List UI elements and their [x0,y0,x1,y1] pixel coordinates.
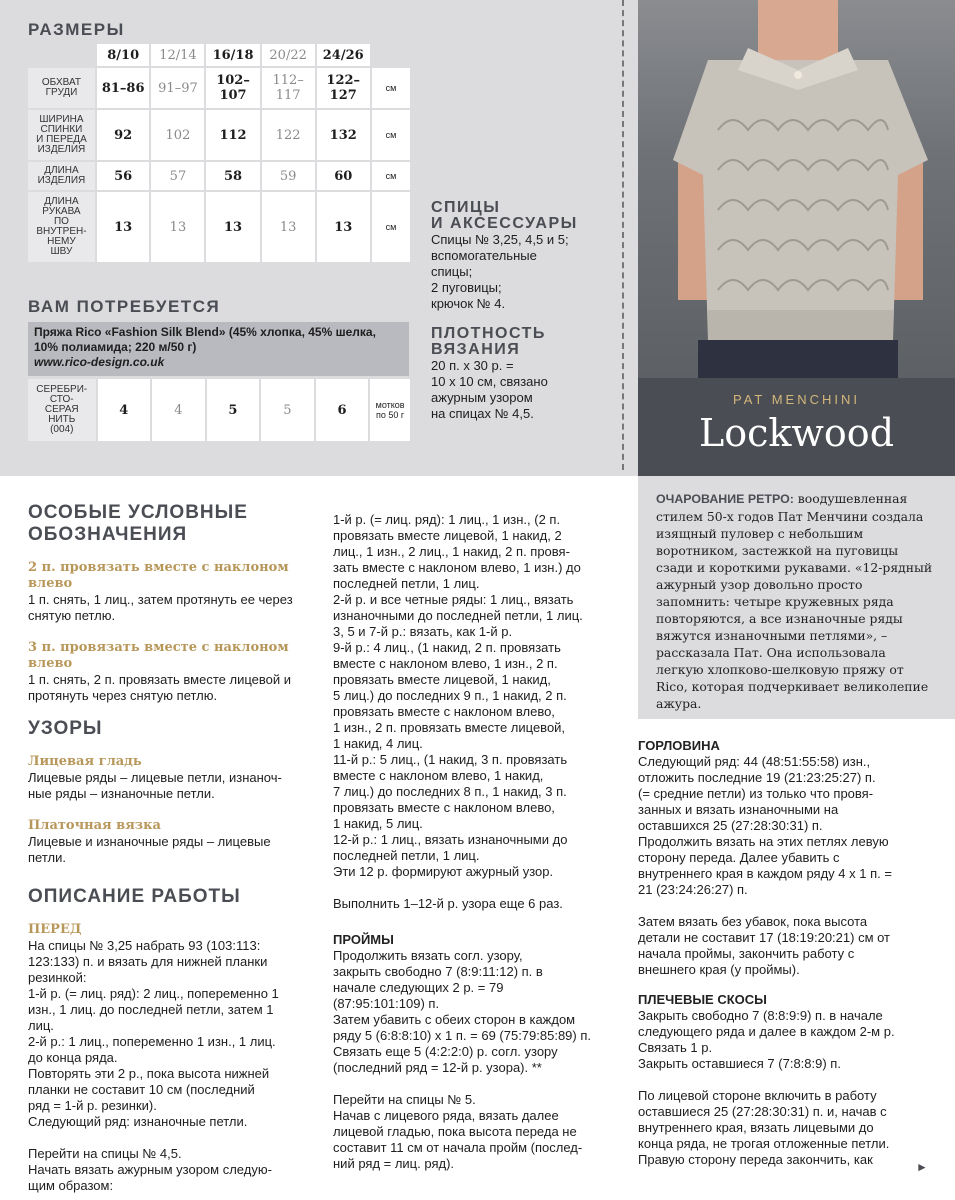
text-line: внутреннего края в каждом ряду 4 x 1 п. = [638,866,892,881]
cell: 92 [97,110,150,160]
yarn-line: 10% полиамида; 220 м/50 г) [34,340,197,354]
text-line: Перейти на спицы № 5. [333,1092,476,1107]
text-line: конца ряда, не трогая отложенные петли. [638,1136,890,1151]
cell: 5 [207,379,260,441]
table-row [28,110,410,160]
text-line: 3, 5 и 7-й р.: вязать, как 1-й р. [333,624,513,639]
text-line: составит 11 см от начала пройм (послед- [333,1140,583,1155]
cell: 13 [151,192,204,262]
text-line: Лицевые и изнаночные ряды – лицевые [28,834,271,849]
text-line: (87:95:101:109) п. [333,996,440,1011]
text-line: Закрыть свободно 7 (8:8:9:9) п. в начале [638,1008,883,1023]
yarn-line: Пряжа Rico «Fashion Silk Blend» (45% хлопка, 45% шелка, [34,325,376,339]
table-row [28,192,410,262]
column-1 [28,502,318,1194]
row-label: ОБХВАТ ГРУДИ [28,68,95,108]
text-line: провязать вместе с наклоном влево, [333,704,555,719]
text-line: лицевой гладью, пока высота переда не [333,1124,577,1139]
patterns-title: УЗОРЫ [28,718,103,739]
table-row [28,162,410,190]
text-line: Следующий ряд: 44 (48:51:55:58) изн., [638,754,871,769]
needles-line: вспомогательные [431,248,537,263]
text-line: вместе с наклоном влево, 1 накид, [333,768,544,783]
armhole-head: ПРОЙМЫ [333,932,394,947]
special-title: ОСОБЫЕ УСЛОВНЫЕ ОБОЗНАЧЕНИЯ [28,502,248,545]
gauge-title: ПЛОТНОСТЬ ВЯЗАНИЯ [431,325,546,358]
work-title: ОПИСАНИЕ РАБОТЫ [28,886,241,907]
text-line: ряду 5 (6:8:8:10) x 1 п. = 69 (75:79:85:89) п. [333,1028,592,1043]
cell: 57 [151,162,204,190]
lace-text [333,512,623,928]
cell: 102 [151,110,204,160]
neck-text [638,754,938,978]
row-label: ДЛИНА РУКАВА ПО ВНУТРЕН- НЕМУ ШВУ [28,192,95,262]
cell: 60 [317,162,370,190]
text-line: 1 изн., 2 п. провязать вместе лицевой, [333,720,566,735]
yarn-box [28,322,409,376]
sweater-illustration [638,0,955,378]
size-col: 16/18 [206,44,259,66]
cell: 13 [97,192,150,262]
yarn-site-link[interactable]: www.rico-design.co.uk [34,355,165,369]
gauge-line: на спицах № 4,5. [431,406,534,421]
cell: 56 [97,162,150,190]
shoulder-head: ПЛЕЧЕВЫЕ СКОСЫ [638,992,767,1007]
pattern-2-head: Платочная вязка [28,818,161,833]
text-line: На спицы № 3,25 набрать 93 (103:113: [28,938,261,953]
gauge-line: 20 п. x 30 р. = [431,358,514,373]
text-line [333,1076,623,1092]
size-col: 20/22 [262,44,315,66]
front-head: ПЕРЕД [28,922,82,937]
sweater-photo [638,0,955,378]
text-line: Продолжить вязать согл. узору, [333,948,523,963]
table-row [28,379,410,441]
column-3 [638,738,938,1168]
text-line: изнаночными до последней петли, 1 лиц. [333,608,583,623]
text-line [333,880,623,896]
front-text [28,938,318,1194]
special-1-head: 2 п. провязать вместе с наклоном влево [28,560,289,591]
unit-cell: см [372,68,410,108]
text-line: 1 накид, 5 лиц. [333,816,423,831]
text-line: зать вместе с наклоном влево, 1 изн.) до [333,560,581,575]
sizes-header-row [28,44,410,66]
cell: 122–127 [317,68,370,108]
text-line: 1 накид, 4 лиц. [333,736,423,751]
cell: 13 [206,192,259,262]
cell: 81–86 [97,68,150,108]
text-line: отложить последние 19 (21:23:25:27) п. [638,770,876,785]
gauge-line: 10 x 10 см, связано [431,374,548,389]
text-line: провязать вместе с наклоном влево, [333,800,555,815]
text-line: 1-й р. (= лиц. ряд): 2 лиц., попеременно 1 [28,986,279,1001]
text-line: Эти 12 р. формируют ажурный узор. [333,864,554,879]
text-line [638,1072,938,1088]
text-line: ные ряды – изнаночные петли. [28,786,215,801]
text-line: Следующий ряд: изнаночные петли. [28,1114,248,1129]
needles-line: крючок № 4. [431,296,506,311]
text-line: петли. [28,850,66,865]
unit-cell: мотков по 50 г [370,379,410,441]
cell: 6 [316,379,369,441]
column-2 [333,512,623,1172]
cell: 4 [98,379,151,441]
retro-lead: ОЧАРОВАНИЕ РЕТРО: [656,492,794,506]
text-line: последней петли, 1 лиц. [333,576,480,591]
text-line: 11-й р.: 5 лиц., (1 накид, 3 п. провязать [333,752,568,767]
text-line: Правую сторону переда закончить, как [638,1152,873,1167]
armhole-text [333,948,623,1172]
cell: 91–97 [151,68,204,108]
text-line: сторону переда. Далее убавить с [638,850,840,865]
text-line: внешнего края (у проймы). [638,962,800,977]
text-line: ний ряд = лиц. ряд). [333,1156,455,1171]
cell: 132 [317,110,370,160]
size-col: 12/14 [151,44,204,66]
text-line: резинкой: [28,970,87,985]
empty-corner [372,44,410,66]
text-line: лиц., 1 изн., 2 лиц., 1 накид, 2 п. провя- [333,544,570,559]
text-line: 1 п. снять, 2 п. провязать вместе лицевой и [28,672,292,687]
text-line: провязать вместе лицевой, 1 накид, [333,672,551,687]
text-line: (= средние петли) из только что провя- [638,786,874,801]
color-label: СЕРЕБРИ- СТО- СЕРАЯ НИТЬ (004) [28,379,96,441]
text-line: оставшихся 25 (27:28:30:31) п. [638,818,823,833]
gauge-line: ажурным узором [431,390,533,405]
text-line [28,1130,318,1146]
author-name: PAT MENCHINI [732,392,860,407]
text-line: По лицевой стороне включить в работу [638,1088,877,1103]
text-line: ряд = 1-й р. резинки). [28,1098,157,1113]
text-line: последней петли, 1 лиц. [333,848,480,863]
cell: 13 [262,192,315,262]
text-line: Начать вязать ажурным узором следую- [28,1162,272,1177]
stitch-divider [622,0,624,470]
text-line: провязать вместе лицевой, 1 накид, 2 [333,528,562,543]
text-line: 1-й р. (= лиц. ряд): 1 лиц., 1 изн., (2 п. [333,512,561,527]
empty-corner [28,44,95,66]
text-line: изн., 1 лиц. до последней петли, затем 1 [28,1002,274,1017]
cell: 112–117 [262,68,315,108]
text-line: Лицевые ряды – лицевые петли, изнаноч- [28,770,282,785]
text-line: внутреннего края, вязать лицевыми до [638,1120,874,1135]
cell: 122 [262,110,315,160]
special-2-head: 3 п. провязать вместе с наклоном влево [28,640,289,671]
retro-body: воодушевленная стилем 50-х годов Пат Менчини создала изящный пуловер с небольшим воротником, застежкой на пуговицы сзади и короткими рукавами. «12-рядный ажурный узор довольно просто запомнить: четыре кружевных ряда повторяются, а все изнаночные ряды вяжутся изнаночными петлями», – рассказала Пат. Она использовала легкую хлопково-шелковую пряжу от Rico, которая подчеркивает великолепие ажура. [656,491,933,711]
text-line: планки не составит 10 см (последний [28,1082,255,1097]
text-line: Выполнить 1–12-й р. узора еще 6 раз. [333,896,563,911]
cell: 102–107 [206,68,259,108]
unit-cell: см [372,110,410,160]
unit-cell: см [372,162,410,190]
pattern-1-head: Лицевая гладь [28,754,142,769]
text-line: 123:133) п. и вязать для нижней планки [28,954,268,969]
needles-line: спицы; [431,264,473,279]
text-line [638,898,938,914]
retro-panel [638,476,955,719]
text-line: Связать 1 р. [638,1040,713,1055]
needles-line: Спицы № 3,25, 4,5 и 5; [431,232,569,247]
text-line: Закрыть оставшиеся 7 (7:8:8:9) п. [638,1056,841,1071]
cell: 4 [152,379,205,441]
text-line: 5 лиц.) до последних 9 п., 1 накид, 2 п. [333,688,567,703]
needles-title: СПИЦЫ И АКСЕССУАРЫ [431,199,578,232]
text-line: оставшиеся 25 (27:28:30:31) п. и, начав с [638,1104,887,1119]
text-line: щим образом: [28,1178,114,1193]
text-line: протянуть через снятую петлю. [28,688,218,703]
sizes-table [26,42,412,264]
row-label: ДЛИНА ИЗДЕЛИЯ [28,162,95,190]
unit-cell: см [372,192,410,262]
text-line: начала проймы, закончить работу с [638,946,855,961]
text-line: 2-й р. и все четные ряды: 1 лиц., вязать [333,592,574,607]
text-line: Затем вязать без убавок, пока высота [638,914,868,929]
text-line: Затем убавить с обеих сторон в каждом [333,1012,576,1027]
cell: 112 [206,110,259,160]
cell: 5 [261,379,314,441]
cell: 59 [262,162,315,190]
needles-line: 2 пуговицы; [431,280,502,295]
shoulder-text [638,1008,938,1168]
neck-head: ГОРЛОВИНА [638,738,720,753]
needles-block [431,200,616,422]
text-line: 1 п. снять, 1 лиц., затем протянуть ее через [28,592,293,607]
text-line: 7 лиц.) до последних 8 п., 1 накид, 3 п. [333,784,567,799]
text-line: 9-й р.: 4 лиц., (1 накид, 2 п. провязать [333,640,561,655]
text-line: детали не составит 17 (18:19:20:21) см от [638,930,891,945]
text-line: 2-й р.: 1 лиц., попеременно 1 изн., 1 лиц. [28,1034,276,1049]
text-line: до конца ряда. [28,1050,118,1065]
text-line: начале следующих 2 р. = 79 [333,980,504,995]
text-line: снятую петлю. [28,608,116,623]
text-line: вместе с наклоном влево, 1 изн., 2 п. [333,656,558,671]
size-col: 8/10 [97,44,150,66]
text-line: Перейти на спицы № 4,5. [28,1146,182,1161]
text-line: Начав с лицевого ряда, вязать далее [333,1108,559,1123]
pattern-title: Lockwood [698,411,895,455]
need-title: ВАМ ПОТРЕБУЕТСЯ [28,297,221,316]
text-line: лиц. [28,1018,54,1033]
text-line: закрыть свободно 7 (8:9:11:12) п. в [333,964,543,979]
cell: 13 [317,192,370,262]
text-line: (последний ряд = 12-й р. узора). ** [333,1060,542,1075]
cell: 58 [206,162,259,190]
text-line: Повторять эти 2 р., пока высота нижней [28,1066,270,1081]
text-line: 12-й р.: 1 лиц., вязать изнаночными до [333,832,568,847]
text-line: занных и вязать изнаночными на [638,802,839,817]
row-label: ШИРИНА СПИНКИ И ПЕРЕДА ИЗДЕЛИЯ [28,110,95,160]
table-row [28,68,410,108]
continue-arrow: ► [916,1160,928,1174]
skeins-table [26,377,412,443]
retro-text [656,490,937,712]
size-col: 24/26 [317,44,370,66]
sizes-title: РАЗМЕРЫ [28,20,125,39]
text-line: 21 (23:24:26:27) п. [638,882,748,897]
name-plate [638,378,955,476]
text-line [333,912,623,928]
text-line: следующего ряда и далее в каждом 2-м р. [638,1024,895,1039]
text-line: Продолжить вязать на этих петлях левую [638,834,889,849]
text-line: Связать еще 5 (4:2:2:0) р. согл. узору [333,1044,558,1059]
